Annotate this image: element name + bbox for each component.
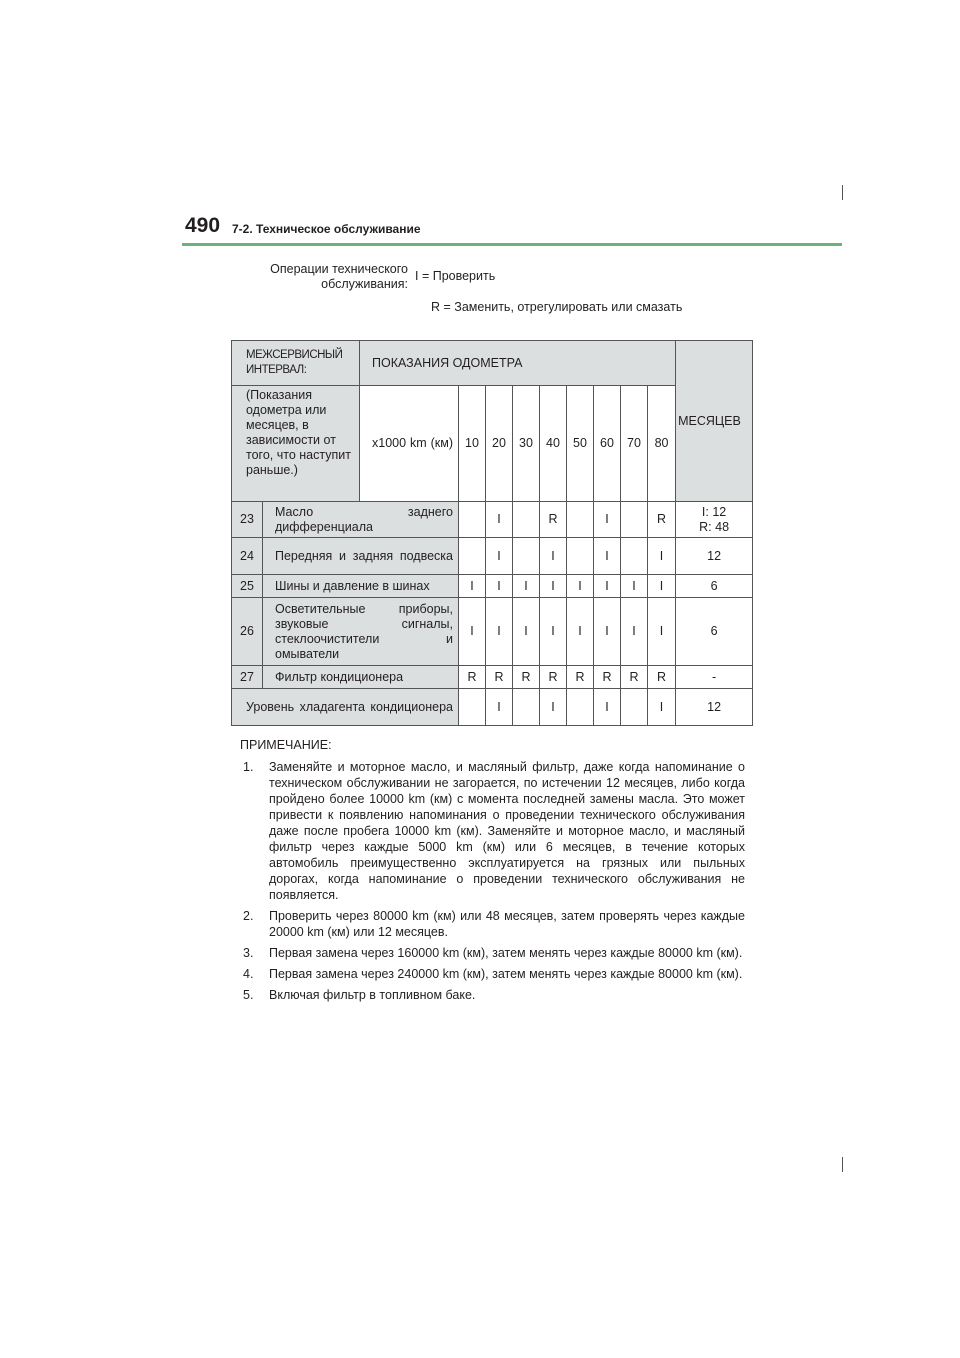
table-row <box>232 689 753 726</box>
interval-cell <box>567 689 594 726</box>
unit-label: x1000 km (км) <box>360 386 459 502</box>
interval-cell: R <box>567 666 594 689</box>
note-item <box>240 908 745 940</box>
note-item <box>240 945 745 961</box>
row-months: 12 <box>676 538 753 575</box>
interval-cell: I <box>594 689 621 726</box>
table-row <box>232 575 753 598</box>
interval-cell <box>459 502 486 538</box>
interval-cell: I <box>621 575 648 598</box>
row-months: - <box>676 666 753 689</box>
interval-cell: R <box>594 666 621 689</box>
interval-cell: I <box>540 538 567 575</box>
note-item <box>240 759 745 903</box>
km-header: 70 <box>621 386 648 502</box>
interval-cell <box>621 502 648 538</box>
legend-label: Операции технического обслуживания: <box>270 262 408 291</box>
header-divider <box>182 243 842 246</box>
interval-cell <box>513 502 540 538</box>
row-item: Фильтр кондиционера <box>263 666 459 689</box>
months-label: МЕСЯЦЕВ <box>676 341 753 502</box>
row-months: I: 12 R: 48 <box>676 502 753 538</box>
row-number: 24 <box>232 538 263 575</box>
note-item <box>240 966 745 982</box>
note-text: Заменяйте и моторное масло, и масляный фильтр, даже когда напоминание о техническом обслуживании не загорается, по истечении 12 месяцев, либо когда пройдено более 10000 km (км) с момента последней замены масла. Это может привести к появлению напоминания о проведении технического обслуживания даже после пробега 10000 km (км). Заменяйте и моторное масло, и масляный фильтр через каждые 5000 km (км) или 6 месяцев, в течение которых автомобиль преимущественно эксплуатируется на грязных или пыльных дорогах, когда напоминание о проведении технического обслуживания не появляется. <box>269 760 745 902</box>
crop-mark <box>842 1157 843 1172</box>
row-number: 26 <box>232 598 263 666</box>
interval-cell: I <box>648 598 676 666</box>
interval-cell: I <box>540 598 567 666</box>
interval-cell: I <box>486 575 513 598</box>
note-item <box>240 987 745 1003</box>
row-months: 12 <box>676 689 753 726</box>
row-item: Масло заднего дифференциала <box>263 502 459 538</box>
interval-cell: I <box>486 538 513 575</box>
interval-cell: R <box>540 666 567 689</box>
interval-cell: R <box>459 666 486 689</box>
note-number: 2. <box>243 909 254 923</box>
interval-cell: I <box>513 598 540 666</box>
notes-title: ПРИМЕЧАНИЕ: <box>240 738 332 752</box>
note-number: 4. <box>243 967 254 981</box>
interval-cell: I <box>594 502 621 538</box>
page-number: 490 <box>185 214 221 237</box>
row-months: 6 <box>676 575 753 598</box>
interval-cell: I <box>459 598 486 666</box>
odometer-label: ПОКАЗАНИЯ ОДОМЕТРА <box>360 341 676 386</box>
note-number: 1. <box>243 760 254 774</box>
km-header: 30 <box>513 386 540 502</box>
interval-cell: I <box>594 598 621 666</box>
interval-cell: I <box>621 598 648 666</box>
interval-cell: R <box>486 666 513 689</box>
maintenance-table <box>231 340 753 726</box>
interval-cell: I <box>648 538 676 575</box>
table-row <box>232 502 753 538</box>
interval-cell <box>567 538 594 575</box>
interval-cell: I <box>459 575 486 598</box>
legend-inspect: I = Проверить <box>415 269 496 283</box>
interval-cell: I <box>486 502 513 538</box>
row-number: 23 <box>232 502 263 538</box>
row-number: 25 <box>232 575 263 598</box>
interval-cell: I <box>567 598 594 666</box>
km-header: 80 <box>648 386 676 502</box>
interval-cell <box>459 538 486 575</box>
note-text: Проверить через 80000 km (км) или 48 месяцев, затем проверять через каждые 20000 km (км) или 12 месяцев. <box>269 909 745 939</box>
interval-cell <box>513 538 540 575</box>
row-months: 6 <box>676 598 753 666</box>
row-item: Осветительные приборы, звуковые сигналы, стеклоочистители и омыватели <box>263 598 459 666</box>
interval-cell <box>621 538 648 575</box>
interval-cell: I <box>540 575 567 598</box>
interval-cell <box>513 689 540 726</box>
note-text: Первая замена через 240000 km (км), затем менять через каждые 80000 km (км). <box>269 967 743 981</box>
interval-cell: R <box>621 666 648 689</box>
interval-cell: R <box>648 502 676 538</box>
interval-label: МЕЖСЕРВИСНЫЙ ИНТЕРВАЛ: <box>232 341 360 386</box>
interval-cell: R <box>540 502 567 538</box>
km-header: 20 <box>486 386 513 502</box>
note-number: 5. <box>243 988 254 1002</box>
table-row <box>232 538 753 575</box>
interval-cell: R <box>513 666 540 689</box>
row-item: Передняя и задняя подвеска <box>263 538 459 575</box>
row-number: 27 <box>232 666 263 689</box>
interval-cell: I <box>648 575 676 598</box>
section-title: 7-2. Техническое обслуживание <box>232 222 421 236</box>
note-text: Первая замена через 160000 km (км), затем менять через каждые 80000 km (км). <box>269 946 743 960</box>
km-header: 60 <box>594 386 621 502</box>
row-item: Уровень хладагента кондиционера <box>232 689 459 726</box>
interval-cell: I <box>486 598 513 666</box>
row-item: Шины и давление в шинах <box>263 575 459 598</box>
interval-cell <box>459 689 486 726</box>
table-row <box>232 598 753 666</box>
interval-cell: I <box>567 575 594 598</box>
interval-cell: I <box>540 689 567 726</box>
km-header: 10 <box>459 386 486 502</box>
table-row <box>232 666 753 689</box>
interval-cell: I <box>513 575 540 598</box>
interval-cell: R <box>648 666 676 689</box>
interval-cell: I <box>486 689 513 726</box>
interval-cell: I <box>594 538 621 575</box>
interval-cell: I <box>594 575 621 598</box>
km-header: 40 <box>540 386 567 502</box>
note-text: Включая фильтр в топливном баке. <box>269 988 476 1002</box>
legend-replace: R = Заменить, отрегулировать или смазать <box>431 300 683 314</box>
interval-cell: I <box>648 689 676 726</box>
km-header: 50 <box>567 386 594 502</box>
interval-cell <box>621 689 648 726</box>
interval-cell <box>567 502 594 538</box>
note-number: 3. <box>243 946 254 960</box>
interval-note: (Показания одометра или месяцев, в зависимости от того, что наступит раньше.) <box>232 386 360 502</box>
crop-mark <box>842 185 843 200</box>
notes <box>240 737 745 1008</box>
